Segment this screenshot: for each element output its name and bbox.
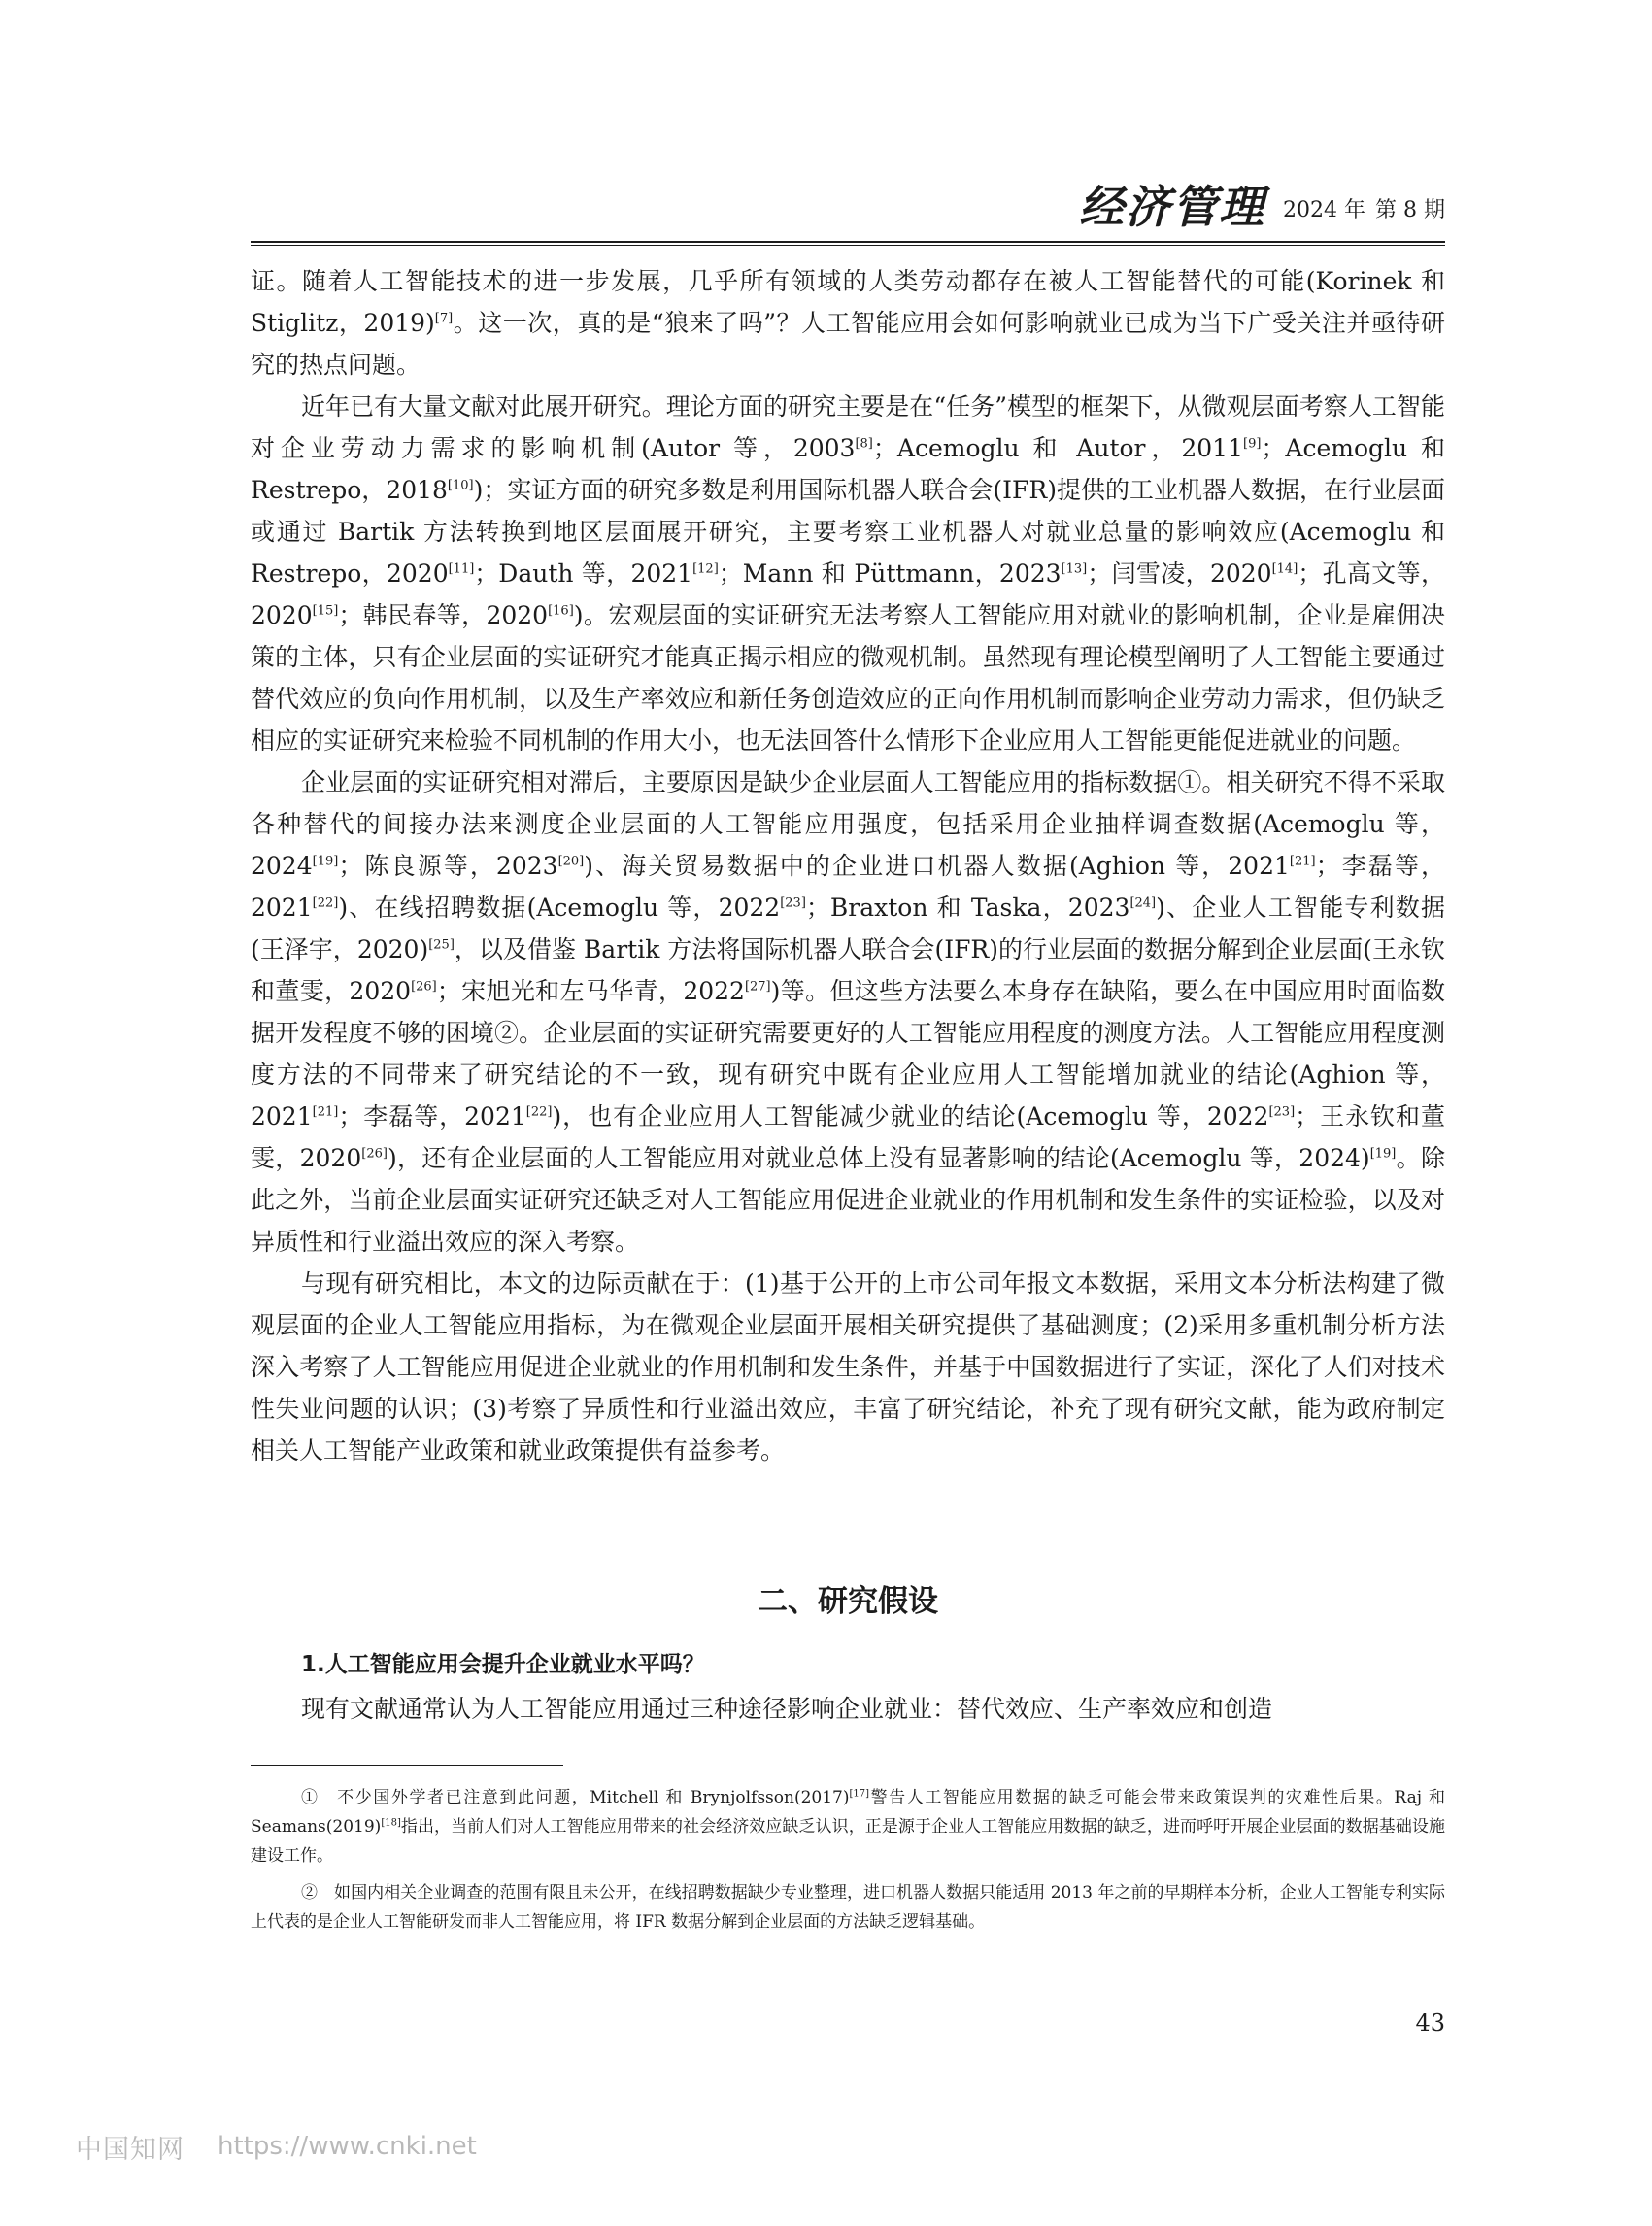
footnote-2	[251, 1878, 1445, 1937]
text-run: )。宏观层面的实证研究无法考察人工智能应用对就业的影响机制，企业是雇佣决策的主体，只有企业层面的实证研究才能真正揭示相应的微观机制。虽然现有理论模型阐明了人工智能主要通过替代效应的负向作用机制，以及生产率效应和新任务创造效应的正向作用机制而影响企业劳动力需求，但仍缺乏相应的实证研究来检验不同机制的作用大小，也无法回答什么情形下企业应用人工智能更能促进就业的问题。	[251, 601, 1445, 755]
citation-ref: [19]	[312, 854, 339, 869]
issue-number: 第 8 期	[1375, 197, 1445, 222]
text-run: ；Acemoglu 和 Restrepo，2018	[251, 434, 1446, 504]
citation-ref: [21]	[1289, 854, 1316, 869]
text-run: ；王永钦和董雯，2020	[251, 1102, 1445, 1172]
text-run: ；陈良源等，2023	[338, 852, 558, 880]
running-header	[251, 181, 1445, 233]
citation-ref: [22]	[525, 1104, 553, 1120]
text-run: ，以及借鉴 Bartik 方法将国际机器人联合会(IFR)的行业层面的数据分解到企业层面(王永钦和董雯，2020	[251, 935, 1445, 1005]
citation-ref: [20]	[557, 854, 585, 869]
text-run: ；李磊等，2021	[338, 1102, 526, 1130]
subsection-heading: 1.人工智能应用会提升企业就业水平吗？	[301, 1652, 705, 1677]
text-run: ；韩民春等，2020	[338, 601, 549, 629]
citation-ref: [17]	[849, 1788, 870, 1800]
text-run: ；Acemoglu 和 Autor，2011	[872, 434, 1243, 462]
paragraph-1	[251, 260, 1445, 386]
citation-ref: [26]	[411, 979, 437, 995]
citation-ref: [9]	[1243, 436, 1262, 452]
citation-ref: [16]	[548, 603, 574, 619]
footnotes	[251, 1783, 1445, 1944]
text-run: )等。但这些方法要么本身存在缺陷，要么在中国应用时面临数据开发程度不够的困境②。企业层面的实证研究需要更好的人工智能应用程度的测度方法。人工智能应用程度测度方法的不同带来了研究结论的不一致，现有研究中既有企业应用人工智能增加就业的结论(Aghion 等，2021	[251, 977, 1446, 1130]
citation-ref: [21]	[312, 1104, 339, 1120]
footnote-rule	[251, 1765, 563, 1766]
text-run: 。除此之外，当前企业层面实证研究还缺乏对人工智能应用促进企业就业的作用机制和发生条件的实证检验，以及对异质性和行业溢出效应的深入考察。	[251, 1144, 1445, 1256]
citation-ref: [15]	[312, 603, 339, 619]
citation-ref: [25]	[428, 937, 455, 953]
text-run: )，还有企业层面的人工智能应用对就业总体上没有显著影响的结论(Acemoglu 等，2024)	[387, 1144, 1370, 1172]
text-run: 近年已有大量文献对此展开研究。理论方面的研究主要是在“任务”模型的框架下，从微观层面考察人工智能对企业劳动力需求的影响机制(Autor 等，2003	[251, 392, 1445, 462]
citation-ref: [10]	[447, 478, 474, 493]
citation-ref: [18]	[381, 1817, 401, 1829]
page-number: 43	[1415, 2009, 1445, 2037]
citation-ref: [12]	[692, 561, 719, 577]
text-run: ；Braxton 和 Taska，2023	[805, 894, 1130, 922]
text-run: ② 如国内相关企业调查的范围有限且未公开，在线招聘数据缺少专业整理，进口机器人数据只能适用 2013 年之前的早期样本分析，企业人工智能专利实际上代表的是企业人工智能研发而非人工智能应用，将 IFR 数据分解到企业层面的方法缺乏逻辑基础。	[251, 1883, 1445, 1932]
citation-ref: [8]	[855, 436, 873, 452]
text-run: 证。随着人工智能技术的进一步发展，几乎所有领域的人类劳动都存在被人工智能替代的可能(Korinek 和 Stiglitz，2019)	[251, 267, 1445, 337]
text-run: 。这一次，真的是“狼来了吗”？人工智能应用会如何影响就业已成为当下广受关注并亟待研究的热点问题。	[251, 309, 1445, 379]
journal-logo: 经济管理	[1079, 181, 1266, 233]
text-run: ；Mann 和 Püttmann，2023	[718, 559, 1062, 588]
text-run: ；Dauth 等，2021	[474, 559, 693, 588]
text-run: )；实证方面的研究多数是利用国际机器人联合会(IFR)提供的工业机器人数据，在行业层面或通过 Bartik 方法转换到地区层面展开研究，主要考察工业机器人对就业总量的影响效应(Acemoglu 和 Restrepo，2020	[251, 476, 1445, 588]
paragraph-3	[251, 761, 1445, 1263]
text-run: )，也有企业应用人工智能减少就业的结论(Acemoglu 等，2022	[552, 1102, 1269, 1130]
citation-ref: [19]	[1369, 1146, 1397, 1162]
paragraph-2	[251, 386, 1445, 761]
text-run: ① 不少国外学者已注意到此问题，Mitchell 和 Brynjolfsson(2017)	[301, 1788, 850, 1807]
issue-info	[1273, 198, 1445, 223]
text-run: 与现有研究相比，本文的边际贡献在于：(1)基于公开的上市公司年报文本数据，采用文本分析法构建了微观层面的企业人工智能应用指标，为在微观企业层面开展相关研究提供了基础测度；(2)采用多重机制分析方法深入考察了人工智能应用促进企业就业的作用机制和发生条件，并基于中国数据进行了实证，深化了人们对技术性失业问题的认识；(3)考察了异质性和行业溢出效应，丰富了研究结论，补充了现有研究文献，能为政府制定相关人工智能产业政策和就业政策提供有益参考。	[251, 1269, 1445, 1465]
text-run: ；李磊等，2021	[251, 852, 1446, 922]
header-rule-thin	[251, 245, 1445, 246]
citation-ref: [14]	[1271, 561, 1298, 577]
section-heading: 二、研究假设	[758, 1584, 938, 1619]
header-rule	[251, 241, 1445, 243]
text-run: )、企业人工智能专利数据(王泽宇，2020)	[251, 894, 1445, 963]
citation-ref: [13]	[1061, 561, 1088, 577]
text-run: ；闫雪凌，2020	[1087, 559, 1272, 588]
issue-year: 2024 年	[1283, 197, 1366, 222]
citation-ref: [23]	[780, 895, 806, 911]
text-run: )、海关贸易数据中的企业进口机器人数据(Aghion 等，2021	[584, 852, 1290, 880]
text-run: )、在线招聘数据(Acemoglu 等，2022	[338, 894, 781, 922]
cnki-url: https://www.cnki.net	[218, 2132, 477, 2161]
text-run: ；宋旭光和左马华青，2022	[436, 977, 745, 1005]
citation-ref: [7]	[434, 311, 454, 326]
citation-ref: [24]	[1129, 895, 1157, 911]
text-run: 企业层面的实证研究相对滞后，主要原因是缺少企业层面人工智能应用的指标数据①。相关研究不得不采取各种替代的间接办法来测度企业层面的人工智能应用强度，包括采用企业抽样调查数据(Acemoglu 等，2024	[251, 768, 1445, 880]
text-run: ；孔高文等，2020	[251, 559, 1445, 629]
cnki-watermark	[76, 2127, 477, 2166]
subsection-text: 现有文献通常认为人工智能应用通过三种途径影响企业就业：替代效应、生产率效应和创造	[301, 1695, 1273, 1723]
text-run: 警告人工智能应用数据的缺乏可能会带来政策误判的灾难性后果。Raj 和 Seamans(2019)	[251, 1788, 1445, 1837]
cnki-logo: 中国知网	[76, 2134, 185, 2165]
citation-ref: [26]	[361, 1146, 388, 1162]
citation-ref: [11]	[448, 561, 475, 577]
citation-ref: [22]	[312, 895, 339, 911]
text-run: 指出，当前人们对人工智能应用带来的社会经济效应缺乏认识，正是源于企业人工智能应用数据的缺乏，进而呼吁开展企业层面的数据基础设施建设工作。	[251, 1817, 1445, 1866]
citation-ref: [23]	[1268, 1104, 1296, 1120]
citation-ref: [27]	[744, 979, 771, 995]
footnote-1	[251, 1783, 1445, 1871]
main-text	[251, 260, 1445, 1471]
paragraph-4	[251, 1263, 1445, 1471]
